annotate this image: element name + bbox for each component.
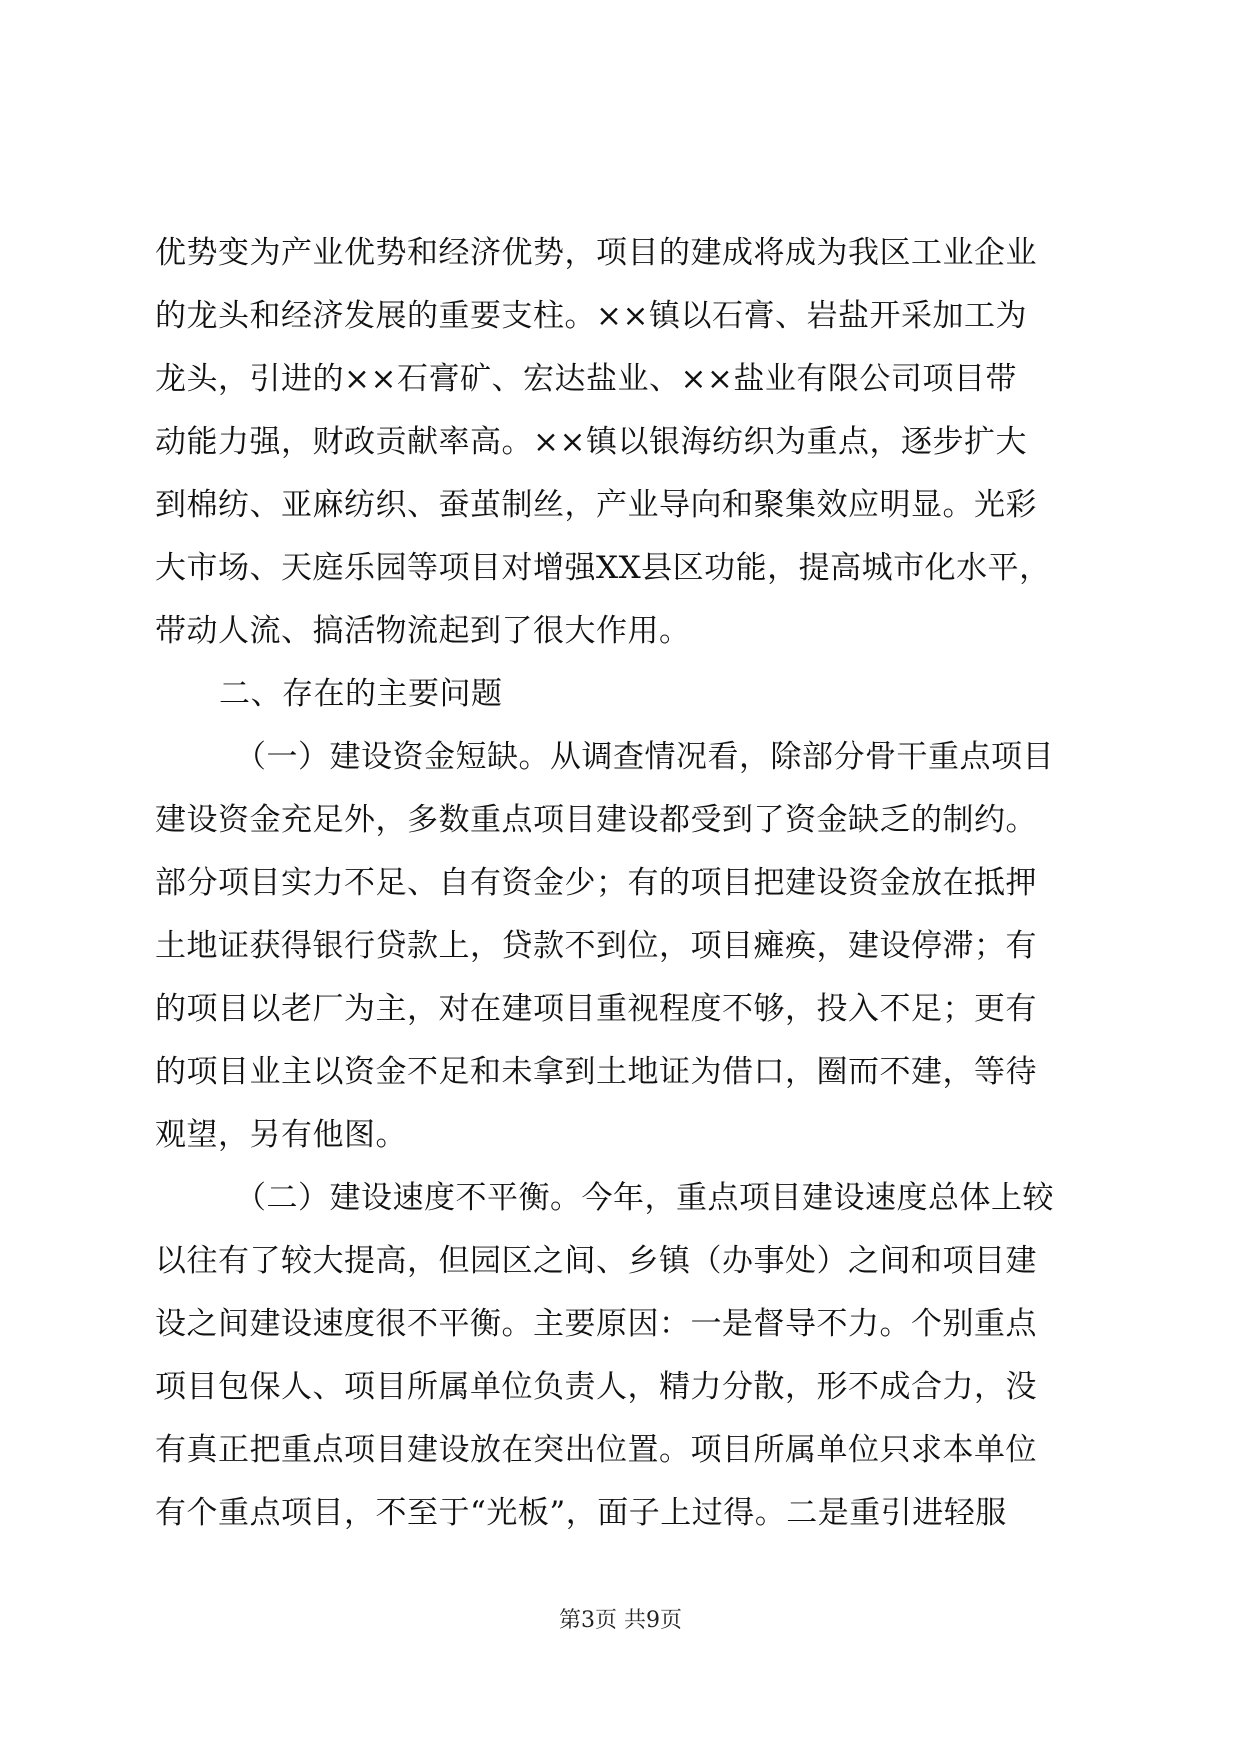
body-line: 观望，另有他图。 <box>155 1117 407 1153</box>
document-body <box>155 222 1090 1545</box>
body-line: 有个重点项目，不至于“光板”，面子上过得。二是重引进轻服 <box>155 1495 1007 1531</box>
body-line: 的龙头和经济发展的重要支柱。××镇以石膏、岩盐开采加工为 <box>155 298 1027 334</box>
body-line: 项目包保人、项目所属单位负责人，精力分散，形不成合力，没 <box>155 1369 1037 1405</box>
body-line: 建设资金充足外，多数重点项目建设都受到了资金缺乏的制约。 <box>155 802 1037 838</box>
body-line: 优势变为产业优势和经济优势，项目的建成将成为我区工业企业 <box>155 235 1037 271</box>
body-line: 部分项目实力不足、自有资金少；有的项目把建设资金放在抵押 <box>155 865 1037 901</box>
paragraph-start-line: （二）建设速度不平衡。今年，重点项目建设速度总体上较 <box>235 1180 1054 1216</box>
body-line: 大市场、天庭乐园等项目对增强XX县区功能，提高城市化水平， <box>155 550 1051 586</box>
body-line: 设之间建设速度很不平衡。主要原因：一是督导不力。个别重点 <box>155 1306 1037 1342</box>
body-line: 动能力强，财政贡献率高。××镇以银海纺织为重点，逐步扩大 <box>155 424 1027 460</box>
body-line: 带动人流、搞活物流起到了很大作用。 <box>155 613 691 649</box>
body-line: 的项目业主以资金不足和未拿到土地证为借口，圈而不建，等待 <box>155 1054 1037 1090</box>
body-line: 土地证获得银行贷款上，贷款不到位，项目瘫痪，建设停滞；有 <box>155 928 1037 964</box>
body-line: 到棉纺、亚麻纺织、蚕茧制丝，产业导向和聚集效应明显。光彩 <box>155 487 1037 523</box>
section-heading: 二、存在的主要问题 <box>219 676 503 712</box>
body-line: 以往有了较大提高，但园区之间、乡镇（办事处）之间和项目建 <box>155 1243 1037 1279</box>
body-line: 的项目以老厂为主，对在建项目重视程度不够，投入不足；更有 <box>155 991 1037 1027</box>
page-footer: 第3页 共9页 <box>559 1608 682 1633</box>
body-line: 龙头，引进的××石膏矿、宏达盐业、××盐业有限公司项目带 <box>155 361 1017 397</box>
paragraph-start-line: （一）建设资金短缺。从调查情况看，除部分骨干重点项目 <box>235 739 1054 775</box>
body-line: 有真正把重点项目建设放在突出位置。项目所属单位只求本单位 <box>155 1432 1037 1468</box>
